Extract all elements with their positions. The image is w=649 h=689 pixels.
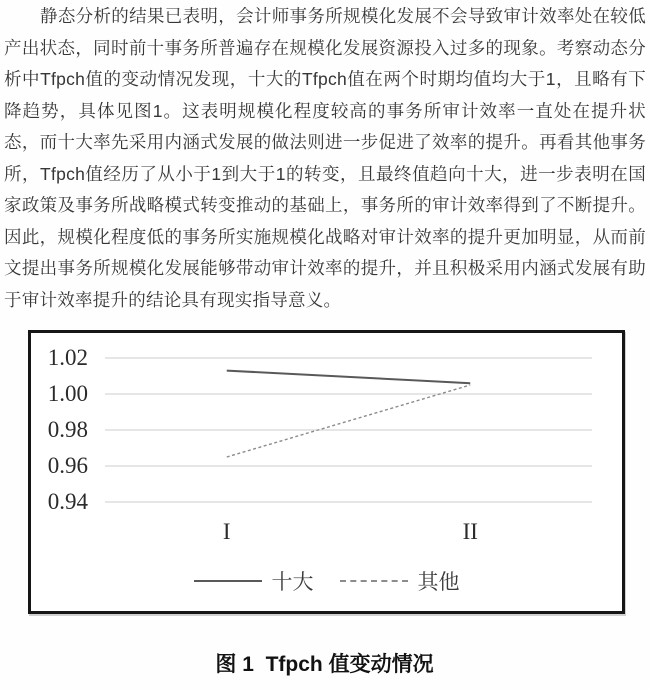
y-tick-label: 1.02 [47, 345, 88, 370]
figure-1 [28, 330, 625, 614]
figure-caption: 图 1 Tfpch 值变动情况 [215, 653, 434, 676]
y-tick-label: 1.00 [47, 381, 88, 406]
legend-item [340, 566, 460, 596]
chart-legend [31, 566, 622, 596]
tfpch-line-chart [31, 333, 622, 611]
legend-label: 十大 [271, 570, 314, 594]
body-paragraph: 静态分析的结果已表明，会计师事务所规模化发展不会导致审计效率处在较低产出状态，同时前十事务所普遍存在规模化发展资源投入过多的现象。考察动态分析中Tfpch值的变动情况发现，十大的Tfpch值在两个时期均值均大于1，且略有下降趋势，具体见图1。这表明规模化程度较高的事务所审计效率一直处在提升状态，而十大率先采用内涵式发展的做法则进一步促进了效率的提升。再看其他事务所，Tfpch值经历了从小于1到大于1的转变，且最终值趋向十大，进一步表明在国家政策及事务所战略模式转变推动的基础上，事务所的审计效率得到了不断提升。因此，规模化程度低的事务所实施规模化战略对审计效率的提升更加明显，从而前文提出事务所规模化发展能够带动审计效率的提升，并且积极采用内涵式发展有助于审计效率提升的结论具有现实指导意义。 [4, 6, 646, 310]
series-line-dashed [227, 385, 471, 457]
legend-solid-line-sample [194, 580, 262, 582]
y-tick-label: 0.96 [47, 453, 88, 478]
legend-dashed-line-sample [340, 580, 408, 582]
x-tick-label: II [462, 519, 478, 544]
y-tick-label: 0.94 [47, 489, 88, 514]
series-line-solid [227, 371, 471, 384]
legend-label: 其他 [417, 570, 460, 594]
x-tick-label: I [222, 519, 231, 544]
legend-item [194, 566, 314, 596]
y-tick-label: 0.98 [47, 417, 88, 442]
